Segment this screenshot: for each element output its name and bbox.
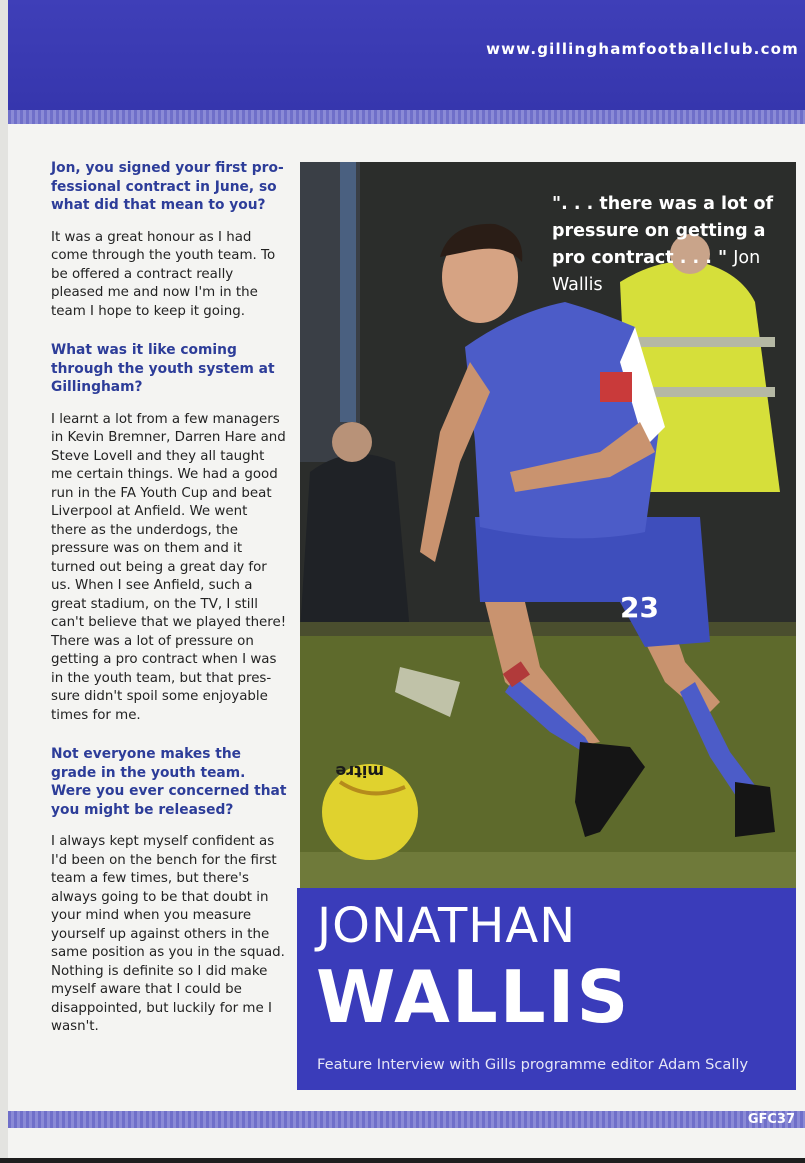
footer-stripe: [8, 1111, 805, 1128]
question-3: Not everyone makes the grade in the youth team. Were you ever concerned that you might be released?: [51, 746, 287, 818]
page-number: GFC37: [747, 1112, 795, 1127]
pull-quote: [552, 191, 792, 299]
answer-1: It was a great honour as I had come through the youth team. To be offered a contract really pleased me and now I'm in the team I hope to keep it going.: [51, 229, 276, 319]
club-website[interactable]: www.gillinghamfootballclub.com: [486, 40, 799, 58]
quote-text: ". . . there was a lot of pressure on getting a pro contract . . . ": [552, 194, 774, 268]
shirt-number: 23: [620, 591, 659, 624]
feature-credit: Feature Interview with Gills programme editor Adam Scally: [317, 1056, 749, 1073]
player-first-name: JONATHAN: [317, 898, 577, 954]
header-stripe: [8, 110, 805, 124]
interview-column: [51, 159, 287, 1037]
page-bottom-edge: [0, 1158, 805, 1163]
question-2: What was it like coming through the youth system at Gillingham?: [51, 342, 275, 395]
page-edge: [0, 0, 8, 1163]
quote-attribution: Jon Wallis: [552, 248, 761, 295]
ball-brand: mitre: [335, 762, 384, 781]
answer-3-continued: Nothing is definite so I did make myself aware that I could be disappointed, but luckily for me I wasn't.: [51, 963, 272, 1034]
answer-3: I always kept myself confident as I'd been on the bench for the first team a few times, but there's always going to be that doubt in your mind when you measure yourself up against others in the same position as you in the squad.: [51, 834, 285, 960]
player-last-name: WALLIS: [316, 955, 631, 1039]
question-1: Jon, you signed your first pro-fessional contract in June, so what did that mean to you?: [51, 160, 284, 213]
answer-2: I learnt a lot from a few managers in Kevin Bremner, Darren Hare and Steve Lovell and they all taught me certain things. We had a good run in the FA Youth Cup and beat Liverpool at Anfield. We went there as the underdogs, the pressure was on them and it turned out being a great day for us. When I see Anfield, such a great stadium, on the TV, I still can't believe that we played there! There was a lot of pressure on getting a pro contract when I was in the youth team, but that pres-sure didn't spoil some enjoyable times for me.: [51, 411, 287, 723]
